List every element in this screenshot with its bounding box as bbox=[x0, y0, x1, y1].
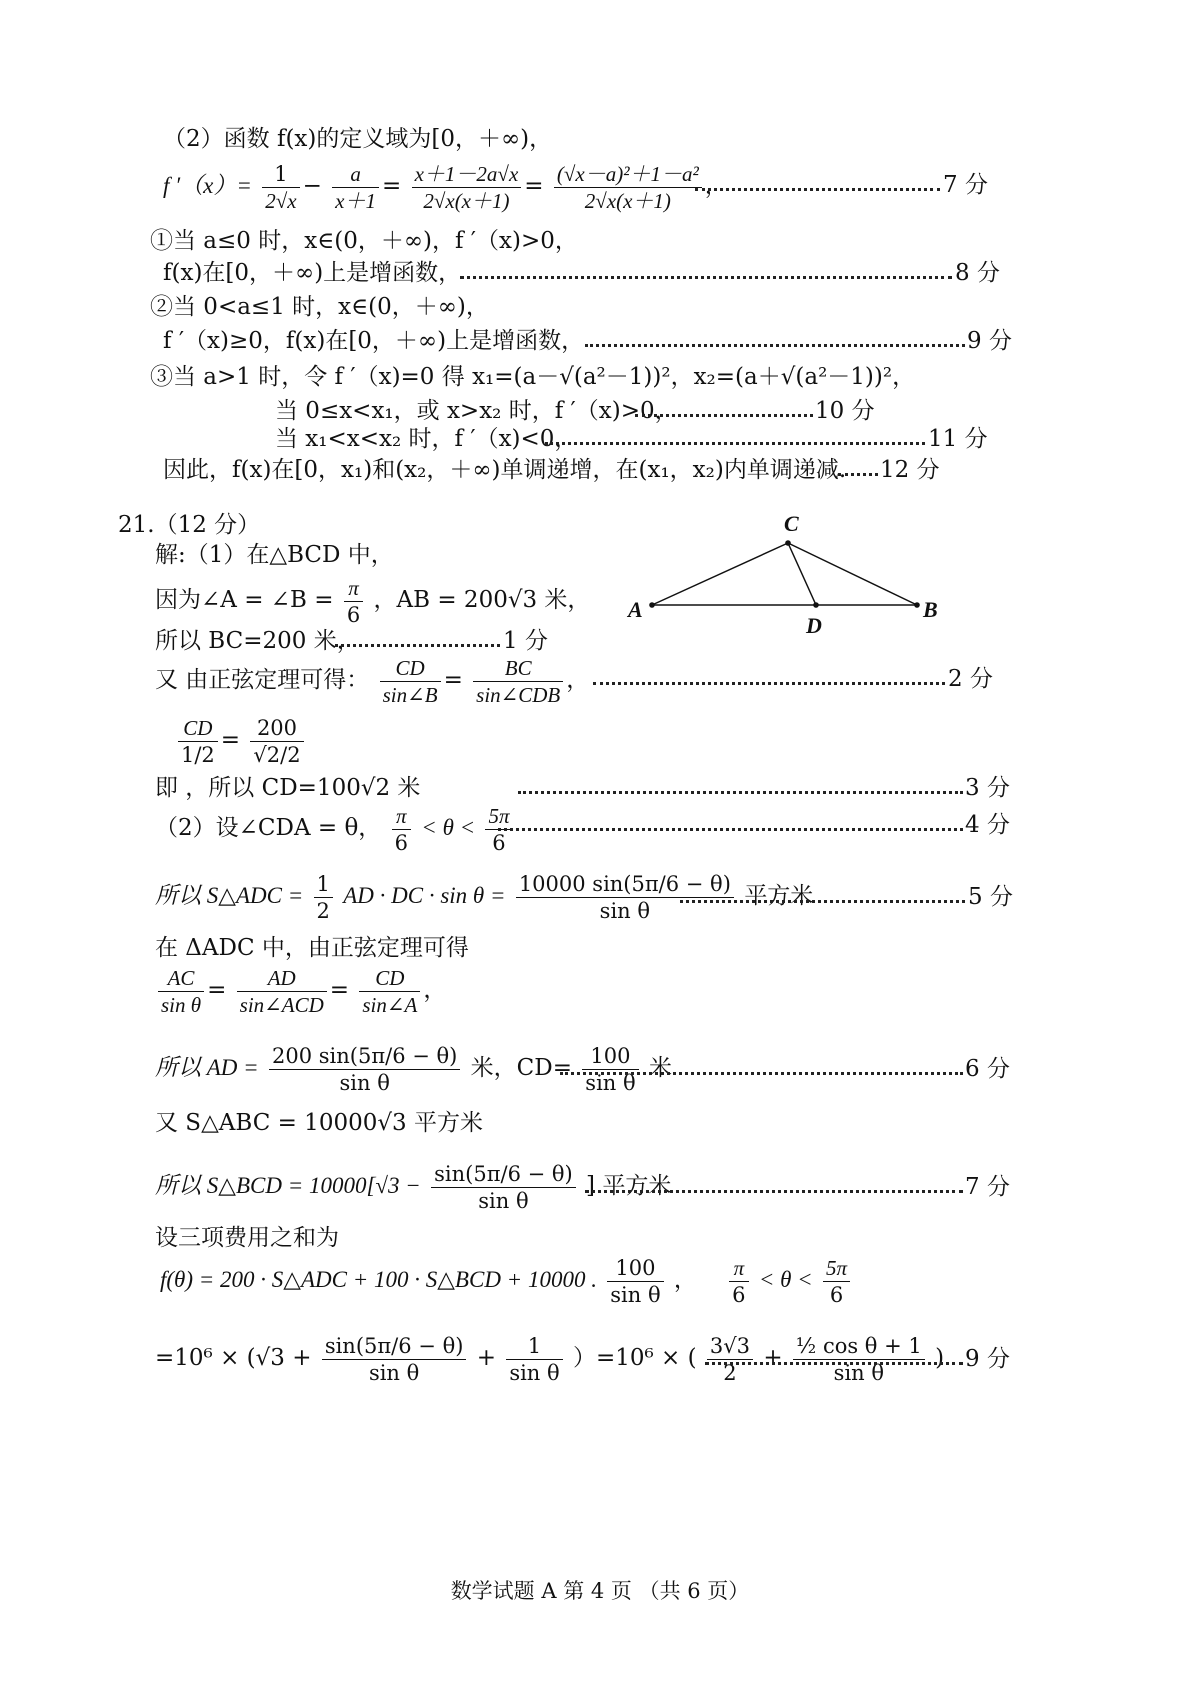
plus-sign: + bbox=[476, 1345, 496, 1371]
q21-cd-label: 米，CD= bbox=[470, 1055, 572, 1081]
score-10: 10 分 bbox=[815, 398, 875, 424]
frac-num: 10000 sin(5π/6 − θ) bbox=[516, 871, 734, 898]
frac-num: 5π bbox=[485, 803, 512, 830]
frac-num: 100 bbox=[607, 1255, 663, 1282]
score-leader bbox=[593, 682, 945, 685]
q21-frac-cd-sinb bbox=[380, 655, 441, 708]
q21-expansion-mid: ）=10⁶ × ( bbox=[572, 1345, 697, 1371]
label-a: A bbox=[628, 597, 643, 622]
q21-sine-rule-intro: 又 由正弦定理可得： bbox=[155, 667, 370, 693]
segment-cb bbox=[788, 543, 917, 605]
q21-half bbox=[314, 871, 333, 924]
frac-num: AC bbox=[158, 965, 204, 992]
frac-num: π bbox=[392, 803, 411, 830]
score-12: 12 分 bbox=[880, 457, 940, 483]
point-a bbox=[649, 602, 655, 608]
frac-den: sin θ bbox=[478, 1188, 529, 1213]
frac-den: sin∠CDB bbox=[476, 682, 561, 707]
deriv-term2-num: a bbox=[332, 161, 379, 188]
frac-num: CD bbox=[359, 965, 420, 992]
case1-line2: f(x)在[0，＋∞)上是增函数， bbox=[163, 260, 462, 286]
deriv-term1-den: 2√x bbox=[265, 188, 297, 213]
q21-exp-frac3 bbox=[707, 1333, 753, 1386]
q21-line5: $\frac{CD}{1/2}$ = $\frac{200}{√2/2}$ bbox=[175, 712, 307, 768]
q21-frac-bc-sincdb bbox=[473, 655, 563, 708]
point-d bbox=[813, 602, 819, 608]
deriv-term4 bbox=[554, 161, 702, 214]
q21-line3: 所以 BC=200 米， bbox=[155, 628, 360, 654]
q21-area-adc-frac bbox=[516, 871, 734, 924]
derivative-expression: f ′（x）= $\frac{1}{2√x}$ − $\frac{a}{x+1}$ = $\frac{x+1-2a√x}{2√x(x+1)}$ = $\frac{\text{(√x－a)²＋1－a²}}{2√x(x+1)}$ ， bbox=[163, 161, 728, 213]
q21-ad-frac bbox=[269, 1043, 460, 1096]
frac-num: 1 bbox=[314, 871, 333, 898]
q21-line7 bbox=[155, 800, 515, 856]
q21-area-bcd: 所以 S△BCD = 10000[√3 − bbox=[155, 1173, 421, 1198]
q21-unit: 平方米 bbox=[744, 883, 814, 909]
q21-cost-frac bbox=[607, 1255, 663, 1308]
q21-line16 bbox=[155, 1330, 944, 1386]
q21-area-adc: 所以 S△ADC = bbox=[155, 883, 304, 908]
frac-den: sin∠ACD bbox=[239, 992, 324, 1017]
deriv-term2 bbox=[332, 161, 379, 214]
q21-expansion-start: =10⁶ × (√3 + bbox=[155, 1345, 312, 1371]
part2-header: （2）函数 f(x)的定义域为[0，＋∞)， bbox=[163, 126, 553, 152]
frac-num: CD bbox=[178, 715, 218, 742]
frac-den: 2 bbox=[723, 1360, 737, 1385]
q21-angle-equality: 因为∠A = ∠B = bbox=[155, 587, 334, 613]
frac-num: 1 bbox=[506, 1333, 562, 1360]
frac-den: 6 bbox=[732, 1282, 746, 1307]
frac-den: sin θ bbox=[585, 1070, 636, 1095]
q21-sr-ac bbox=[158, 965, 204, 1018]
label-d: D bbox=[806, 613, 822, 638]
frac-den: sin θ bbox=[368, 1360, 420, 1385]
q21-pi-num: π bbox=[344, 575, 363, 602]
score-leader bbox=[335, 644, 500, 647]
q21-theta-def: （2）设∠CDA = θ， bbox=[155, 815, 382, 841]
q21-unit: 米 bbox=[648, 1055, 672, 1081]
case1-line1: ①当 a≤0 时，x∈(0，＋∞)，f ′（x)>0， bbox=[150, 228, 578, 254]
score-5: 5 分 bbox=[968, 884, 1013, 910]
q21-exp-frac2 bbox=[506, 1333, 562, 1386]
q21-pi-den: 6 bbox=[346, 602, 361, 627]
score-leader bbox=[695, 188, 940, 191]
q21-exp-frac4 bbox=[793, 1333, 925, 1386]
score-1: 1 分 bbox=[503, 628, 548, 654]
q21-line14: 设三项费用之和为 bbox=[155, 1225, 339, 1251]
score-7b: 7 分 bbox=[965, 1174, 1010, 1200]
frac-num: sin(5π/6 − θ) bbox=[431, 1161, 576, 1188]
score-leader bbox=[518, 791, 963, 794]
q21-frac-cd-half bbox=[178, 715, 218, 768]
q21-ad-label: 所以 AD = bbox=[155, 1055, 259, 1080]
q21-line4: 又 由正弦定理可得： $\frac{CD}{\sin\angle B}$ = $\frac{BC}{\text{sin∠CDB}}$ ， bbox=[155, 655, 590, 707]
deriv-term4-den: 2√x(x＋1) bbox=[584, 188, 671, 213]
score-9a: 9 分 bbox=[967, 328, 1012, 354]
point-b bbox=[914, 602, 920, 608]
frac-den: sin θ bbox=[161, 992, 202, 1017]
score-7a: 7 分 bbox=[943, 172, 988, 198]
q21-sr-ad bbox=[237, 965, 327, 1018]
page-footer: 数学试题 A 第 4 页 （共 6 页） bbox=[450, 1579, 750, 1603]
conclusion-line: 因此，f(x)在[0，x₁)和(x₂，＋∞)单调递增，在(x₁，x₂)内单调递减. bbox=[163, 457, 847, 483]
q21-unit: ] 平方米 bbox=[586, 1173, 672, 1199]
q21-title: 21.（12 分） bbox=[118, 512, 261, 538]
deriv-term2-den: x＋1 bbox=[335, 188, 376, 213]
score-leader bbox=[680, 900, 965, 903]
score-leader bbox=[838, 473, 878, 476]
point-c bbox=[785, 540, 791, 546]
triangle-diagram bbox=[620, 505, 960, 640]
q21-line11 bbox=[155, 1040, 672, 1096]
deriv-term4-num: (√x－a)²＋1－a² bbox=[554, 161, 702, 188]
frac-den: sin θ bbox=[833, 1360, 885, 1385]
frac-num: 200 bbox=[250, 715, 303, 742]
deriv-term1 bbox=[262, 161, 299, 214]
frac-num: BC bbox=[473, 655, 563, 682]
frac-den: 1/2 bbox=[181, 742, 215, 767]
q21-sr-cd bbox=[359, 965, 420, 1018]
q21-range-mid: < θ < bbox=[758, 1267, 813, 1292]
deriv-term3-den: 2√x(x＋1) bbox=[423, 188, 510, 213]
frac-num: 200 sin(5π/6 − θ) bbox=[269, 1043, 460, 1070]
q21-line10: $\frac{AC}{\text{sin θ}}$ = $\frac{AD}{\text{sin∠ACD}}$ = $\frac{CD}{\sin\angle A}$ ， bbox=[155, 962, 446, 1018]
frac-den: 6 bbox=[829, 1282, 844, 1307]
score-2: 2 分 bbox=[948, 666, 993, 692]
q21-cost-function: f(θ) = 200 · S△ADC + 100 · S△BCD + 10000 . bbox=[160, 1267, 597, 1292]
label-b: B bbox=[923, 597, 938, 622]
q21-cost-range-low bbox=[729, 1255, 748, 1308]
score-leader bbox=[585, 1190, 963, 1193]
q21-cd-frac bbox=[582, 1043, 638, 1096]
segment-cd bbox=[788, 543, 816, 605]
frac-den: sin∠B bbox=[382, 682, 438, 707]
frac-den: √2/2 bbox=[253, 742, 301, 767]
frac-den: sin θ bbox=[509, 1360, 560, 1385]
q21-line8 bbox=[155, 868, 813, 924]
score-leader bbox=[585, 344, 965, 347]
frac-den: sin∠A bbox=[362, 992, 418, 1017]
deriv-term1-num: 1 bbox=[262, 161, 299, 188]
score-leader bbox=[460, 276, 952, 279]
q21-ab-length: ，AB = 200√3 米， bbox=[373, 587, 591, 613]
q21-cost-range-high bbox=[823, 1255, 850, 1308]
frac-num: 3√3 bbox=[707, 1333, 753, 1360]
q21-line9: 在 ΔADC 中，由正弦定理可得 bbox=[155, 935, 469, 961]
score-11: 11 分 bbox=[928, 426, 988, 452]
frac-num: sin(5π/6 − θ) bbox=[322, 1333, 467, 1360]
frac-num: π bbox=[729, 1255, 748, 1282]
frac-den: 6 bbox=[394, 830, 408, 855]
q21-range-mid: < θ < bbox=[421, 815, 476, 840]
frac-den: sin θ bbox=[610, 1282, 661, 1307]
case3-line3: 当 x₁<x<x₂ 时，f ′（x)<0， bbox=[275, 426, 578, 452]
deriv-term3-num: x＋1－2a√x bbox=[412, 161, 522, 188]
q21-pi-over-6 bbox=[344, 575, 363, 628]
score-leader bbox=[560, 1072, 963, 1075]
q21-expansion-end: ) bbox=[935, 1345, 945, 1371]
deriv-term3 bbox=[412, 161, 522, 214]
score-leader bbox=[705, 1362, 963, 1365]
q21-line13 bbox=[155, 1158, 671, 1214]
case3-line2: 当 0≤x<x₁，或 x>x₂ 时，f ′（x)>0， bbox=[275, 398, 678, 424]
frac-num: 5π bbox=[823, 1255, 850, 1282]
frac-num: 100 bbox=[582, 1043, 638, 1070]
frac-den: sin θ bbox=[599, 898, 651, 923]
q21-exp-frac1 bbox=[322, 1333, 467, 1386]
frac-num: CD bbox=[380, 655, 441, 682]
frac-num: ½ cos θ + 1 bbox=[793, 1333, 925, 1360]
score-8: 8 分 bbox=[955, 260, 1000, 286]
score-leader bbox=[635, 414, 813, 417]
q21-frac-200-root2 bbox=[250, 715, 303, 768]
case2-line1: ②当 0<a≤1 时，x∈(0，＋∞)， bbox=[150, 294, 489, 320]
label-c: C bbox=[784, 511, 799, 536]
score-3: 3 分 bbox=[965, 775, 1010, 801]
q21-area-bcd-frac bbox=[431, 1161, 576, 1214]
segment-ac bbox=[652, 543, 788, 605]
q21-line12: 又 S△ABC = 10000√3 平方米 bbox=[155, 1110, 483, 1136]
frac-num: AD bbox=[237, 965, 327, 992]
case2-line2: f ′（x)≥0，f(x)在[0，＋∞)上是增函数， bbox=[163, 328, 585, 354]
q21-line6: 即 ，所以 CD=100√2 米 bbox=[155, 775, 421, 801]
score-leader bbox=[545, 442, 925, 445]
q21-area-product: AD · DC · sin θ = bbox=[343, 883, 506, 908]
frac-den: 6 bbox=[492, 830, 506, 855]
frac-den: 2 bbox=[316, 898, 330, 923]
q21-line15 bbox=[160, 1252, 853, 1308]
case3-line1: ③当 a>1 时，令 f ′（x)=0 得 x₁=(a－√(a²－1))²，x₂=(a＋√(a²－1))²， bbox=[150, 364, 916, 390]
frac-den: sin θ bbox=[339, 1070, 390, 1095]
plus-sign: + bbox=[763, 1345, 783, 1371]
score-leader bbox=[498, 828, 963, 831]
score-4: 4 分 bbox=[965, 812, 1010, 838]
q21-range-low bbox=[392, 803, 411, 856]
q21-comma: ， bbox=[673, 1267, 697, 1293]
q21-line1: 解:（1）在△BCD 中， bbox=[155, 542, 394, 568]
score-9b: 9 分 bbox=[965, 1346, 1010, 1372]
deriv-lhs: f ′（x）= bbox=[163, 173, 252, 198]
q21-line2 bbox=[155, 572, 590, 628]
score-6: 6 分 bbox=[965, 1056, 1010, 1082]
